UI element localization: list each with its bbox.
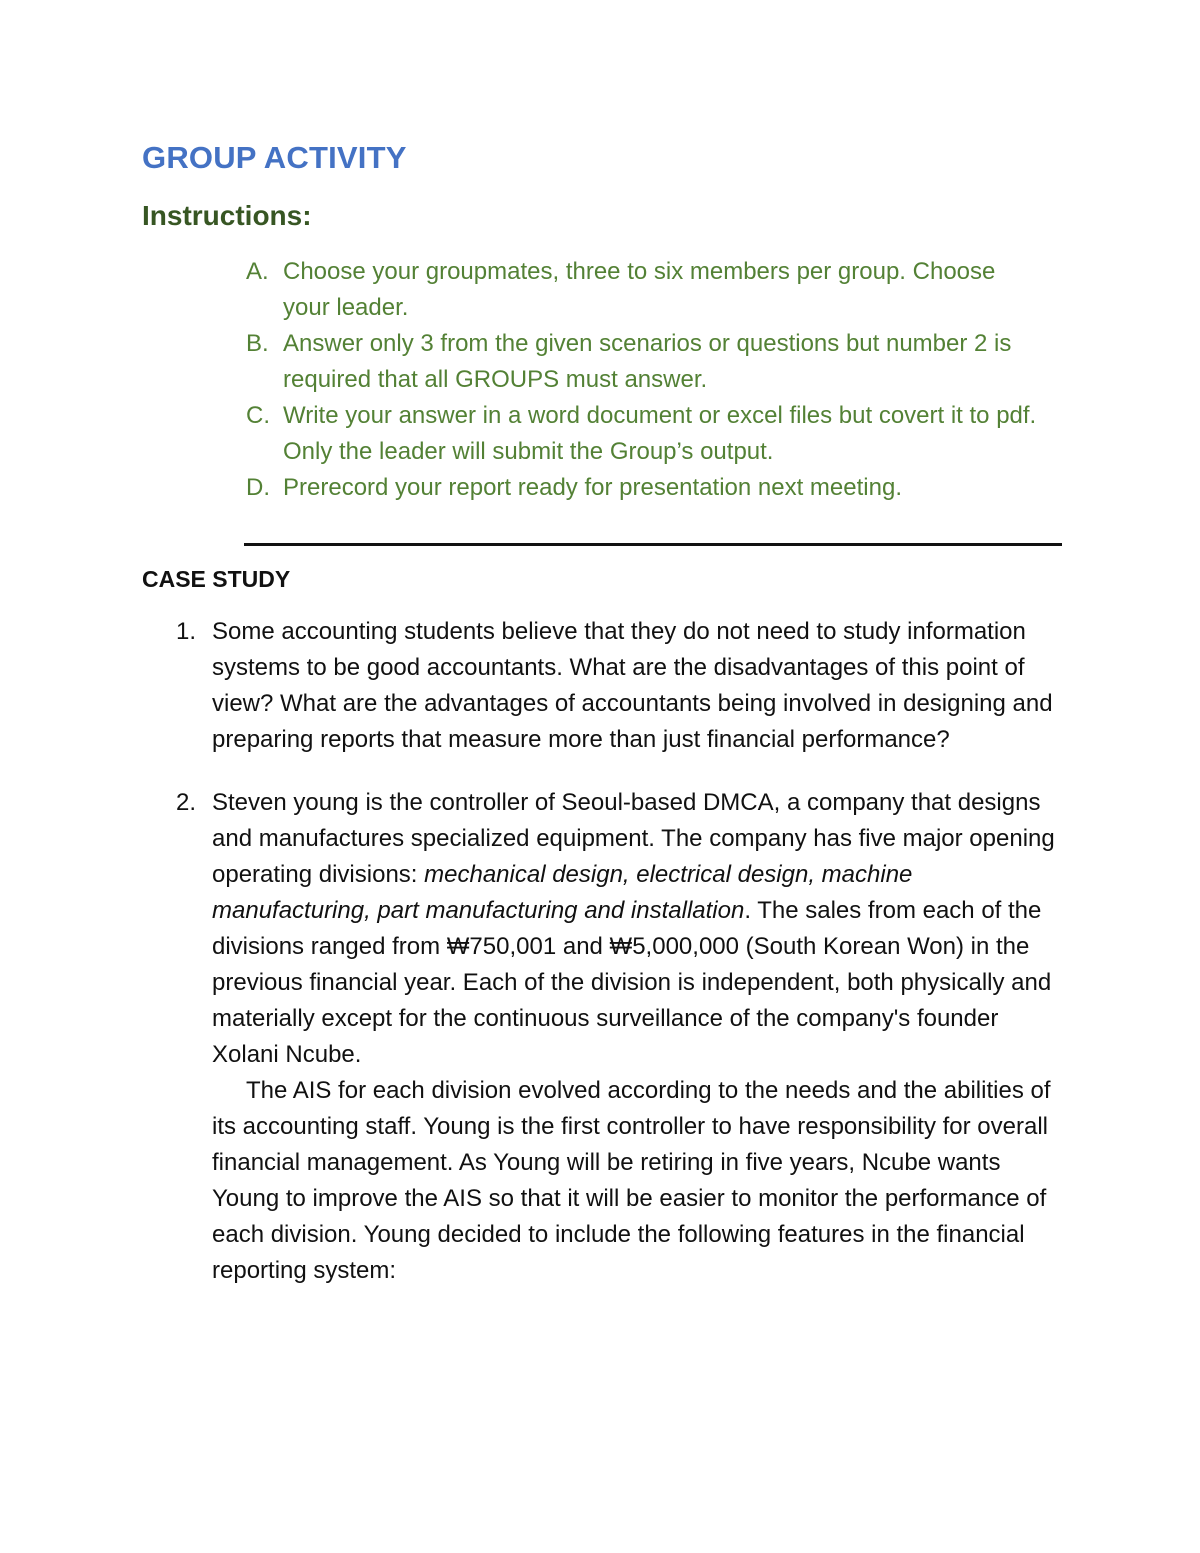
case-text: Some accounting students believe that they do not need to study information systems to be good accountants. What are the disadvantages of this point of view? What are the advantages of accountants being involved in designing and preparing reports that measure more than just financial performance? (212, 618, 1053, 753)
instruction-text: Answer only 3 from the given scenarios or questions but number 2 is required that all GROUPS must answer. (283, 330, 1012, 393)
page-title: GROUP ACTIVITY (142, 140, 407, 175)
instructions-list (246, 254, 1046, 506)
case-paragraph-1 (212, 785, 1071, 1073)
case-study-list (176, 614, 1071, 1289)
instruction-marker: D. (246, 474, 270, 501)
instruction-item-b (246, 326, 1046, 398)
case-text-before: Steven young is the controller of Seoul-based DMCA, a company that designs and manufactures specialized equipment. The company has five major opening operating divisions: (212, 789, 1055, 888)
instruction-item-c (246, 398, 1046, 470)
instruction-marker: C. (246, 402, 270, 429)
case-item-1 (176, 614, 1071, 758)
case-study-heading: CASE STUDY (142, 566, 291, 592)
instruction-text: Prerecord your report ready for presentation next meeting. (283, 474, 902, 501)
instruction-text: Write your answer in a word document or excel files but covert it to pdf. Only the leader will submit the Group’s output. (283, 402, 1037, 465)
division-list-italic: mechanical design, electrical design, machine manufacturing, part manufacturing and installation (212, 861, 913, 924)
instruction-item-a (246, 254, 1046, 326)
section-divider (244, 543, 1062, 546)
case-text-after: . The sales from each of the divisions ranged from ₩750,001 and ₩5,000,000 (South Korean Won) in the previous financial year. Each of the division is independent, both physically and materially except for the continuous surveillance of the company's founder Xolani Ncube. (212, 897, 1052, 1068)
case-number: 2. (176, 789, 197, 816)
instruction-marker: B. (246, 330, 269, 357)
case-item-2 (176, 785, 1071, 1289)
instruction-marker: A. (246, 258, 269, 285)
case-number: 1. (176, 618, 197, 645)
instructions-heading: Instructions: (142, 200, 312, 231)
instruction-item-d (246, 470, 1046, 506)
case-paragraph-2: The AIS for each division evolved according to the needs and the abilities of its accounting staff. Young is the first controller to have responsibility for overall financial management. As Young will be retiring in five years, Ncube wants Young to improve the AIS so that it will be easier to monitor the performance of each division. Young decided to include the following features in the financial reporting system: (212, 1077, 1051, 1284)
instruction-text: Choose your groupmates, three to six members per group. Choose your leader. (283, 258, 996, 321)
